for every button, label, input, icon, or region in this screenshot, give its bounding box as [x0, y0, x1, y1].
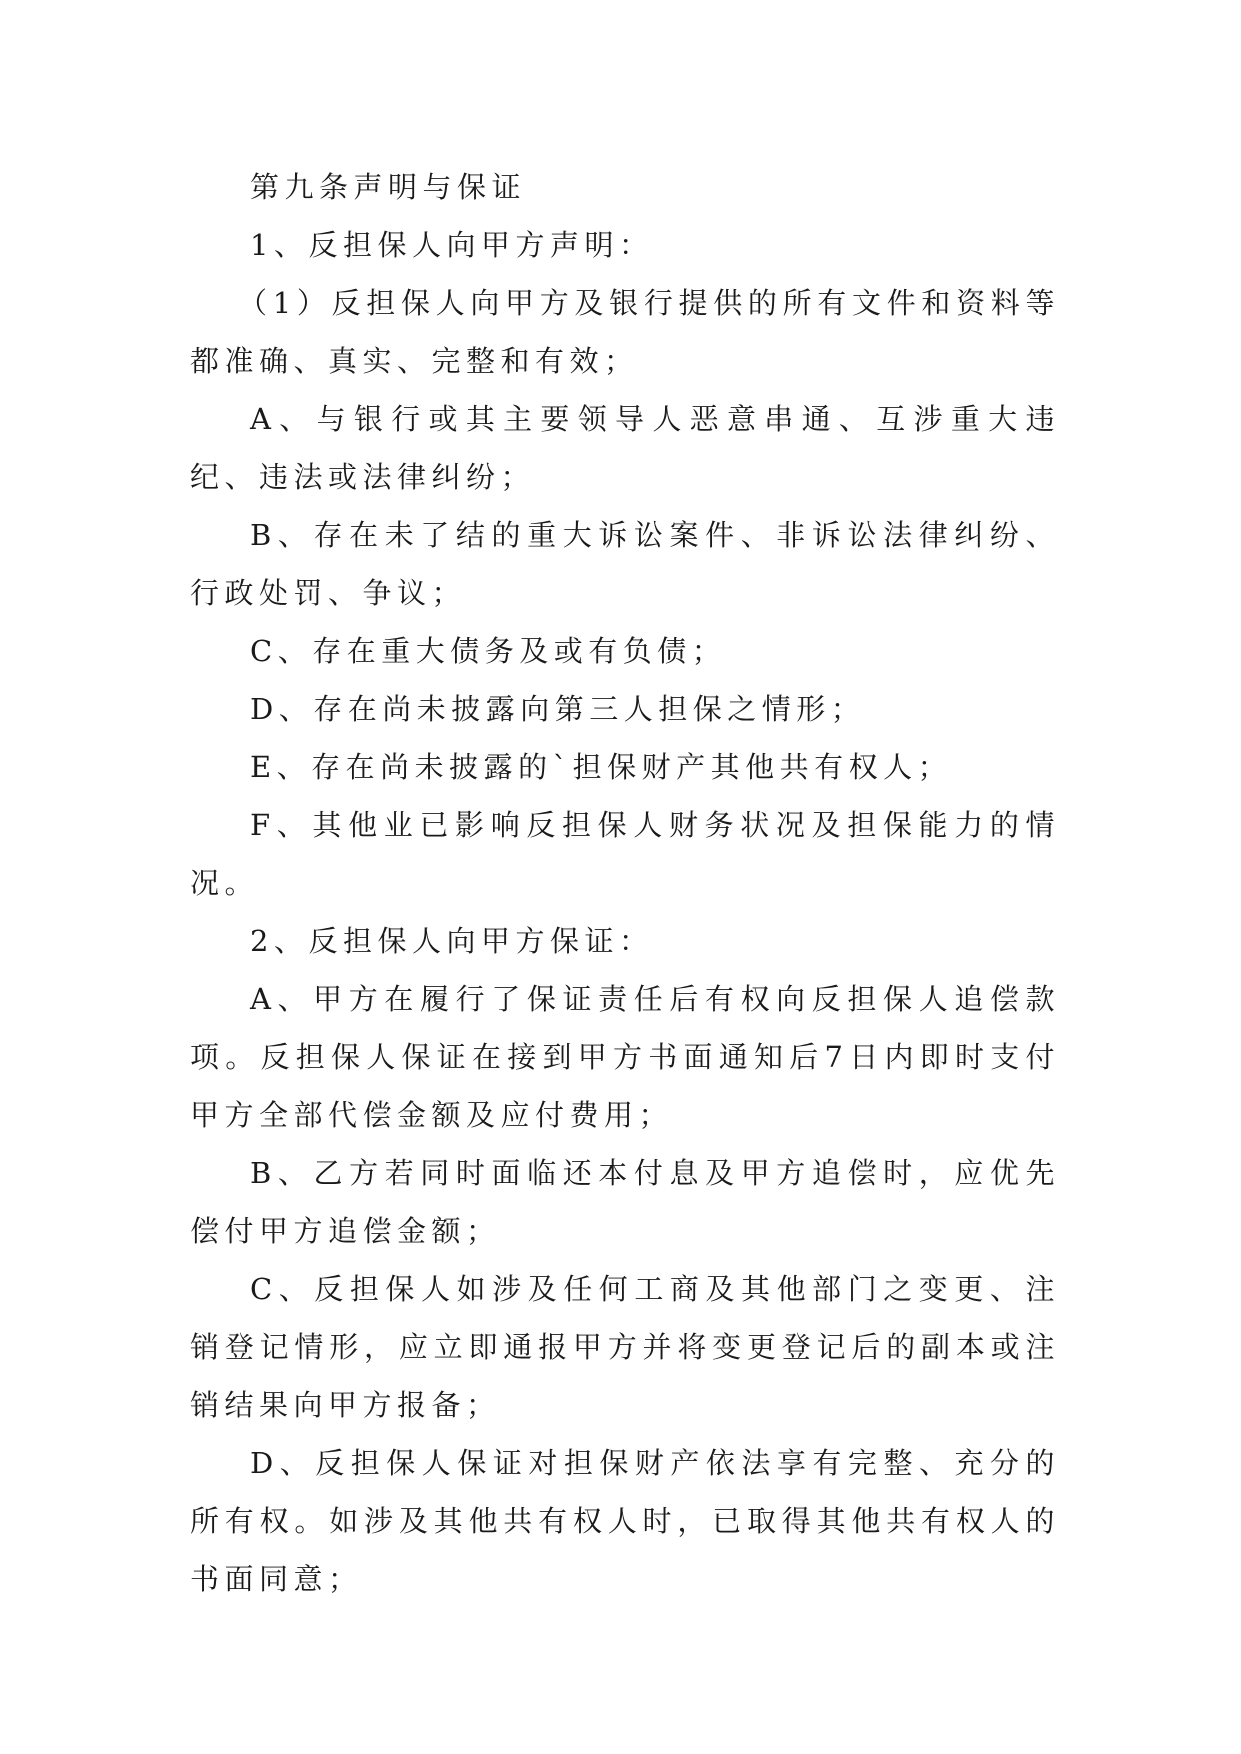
- paragraph-guarantee-b: B、乙方若同时面临还本付息及甲方追偿时，应优先偿付甲方追偿金额；: [190, 1156, 1060, 1248]
- paragraph-item-f: F、其他业已影响反担保人财务状况及担保能力的情况。: [190, 808, 1060, 900]
- document-page: [190, 158, 1060, 1608]
- paragraph-guarantee-a: A、甲方在履行了保证责任后有权向反担保人追偿款项。反担保人保证在接到甲方书面通知后7日内即时支付甲方全部代偿金额及应付费用；: [190, 982, 1060, 1132]
- paragraph-guarantee-d: D、反担保人保证对担保财产依法享有完整、充分的所有权。如涉及其他共有权人时，已取得其他共有权人的书面同意；: [190, 1446, 1060, 1596]
- paragraph-item-e: E、存在尚未披露的`担保财产其他共有权人；: [250, 750, 953, 784]
- paragraph-guarantee-intro: 2、反担保人向甲方保证：: [250, 924, 654, 958]
- paragraph-item-c: C、存在重大债务及或有负债；: [250, 634, 727, 668]
- paragraph-item-d: D、存在尚未披露向第三人担保之情形；: [250, 692, 866, 726]
- paragraph-declaration-1: （1）反担保人向甲方及银行提供的所有文件和资料等都准确、真实、完整和有效；: [190, 286, 1060, 378]
- paragraph-guarantee-c: C、反担保人如涉及任何工商及其他部门之变更、注销登记情形，应立即通报甲方并将变更登记后的副本或注销结果向甲方报备；: [190, 1272, 1060, 1422]
- paragraph-item-b: B、存在未了结的重大诉讼案件、非诉讼法律纠纷、行政处罚、争议；: [190, 518, 1060, 610]
- paragraph-item-a: A、与银行或其主要领导人恶意串通、互涉重大违纪、违法或法律纠纷；: [190, 402, 1060, 494]
- article-heading: 第九条声明与保证: [250, 170, 527, 204]
- paragraph-declaration-intro: 1、反担保人向甲方声明：: [250, 228, 654, 262]
